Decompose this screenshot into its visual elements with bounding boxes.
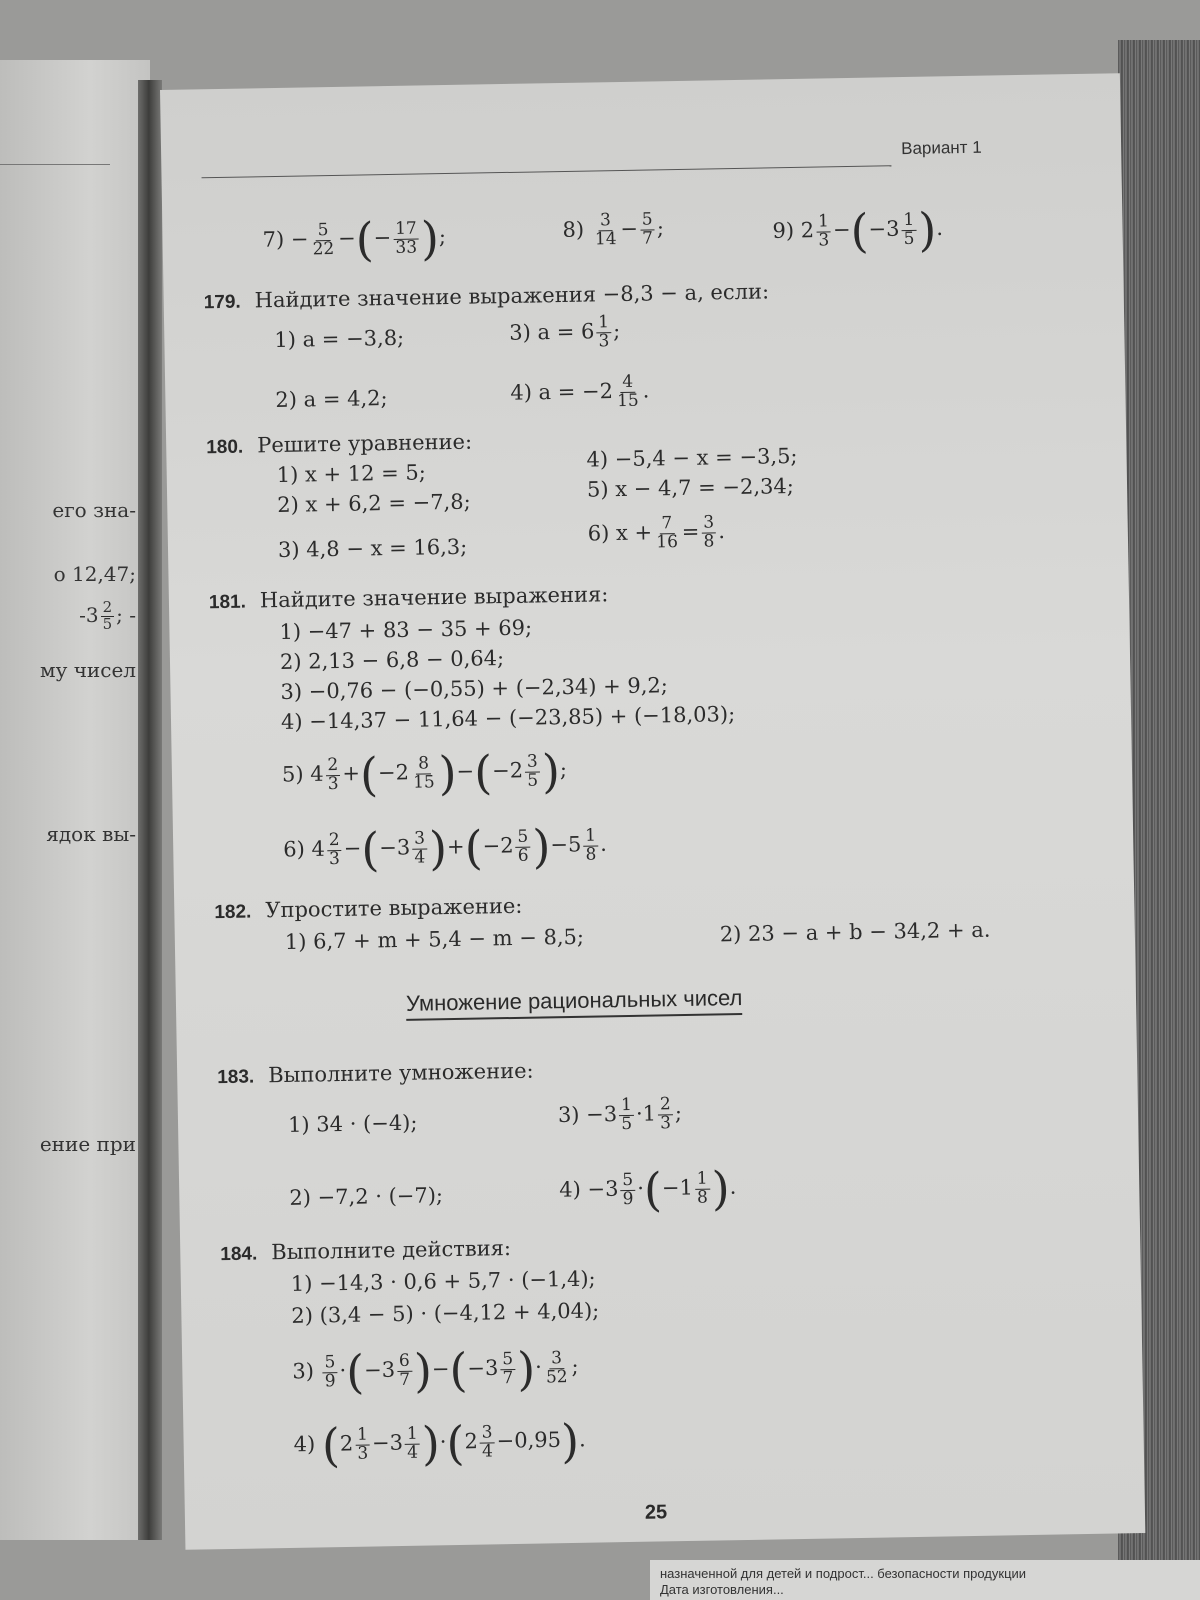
bottom-strip-text: Дата изготовления... <box>660 1582 784 1597</box>
problem-184-item: 3) $\frac{5}{9}$ ·(−3 $\frac{6}{7}$ )−(−3 $\frac{5}{7}$ )· $\frac{3}{52}$ ; <box>292 1341 579 1399</box>
problem-179-heading: 179. Найдите значение выражения −8,3 − a, если: <box>203 279 770 314</box>
left-page-text: му чисел <box>40 658 136 682</box>
problem-180-item: 3) 4,8 − x = 16,3; <box>277 534 468 563</box>
header-rule <box>202 165 892 178</box>
problem-181-item: 5) 4 $\frac{2}{3}$ +(−2 $\frac{8}{15}$ )−(−2 $\frac{3}{5}$ ); <box>281 744 568 802</box>
problem-184-item: 1) −14,3 · 0,6 + 5,7 · (−1,4); <box>290 1266 596 1296</box>
problem-183-item: 3) −3 $\frac{1}{5}$ ·1 $\frac{2}{3}$ ; <box>557 1094 683 1134</box>
left-page-rule <box>0 164 110 165</box>
problem-181-item: 6) 4 $\frac{2}{3}$ −(−3 $\frac{3}{4}$ )+(−2 $\frac{5}{6}$ )−5 $\frac{1}{8}$ . <box>283 819 608 877</box>
problem-181-item: 1) −47 + 83 − 35 + 69; <box>279 615 533 644</box>
left-page-edge <box>0 60 150 1540</box>
problem-179-item: 4) a = −2 $\frac{4}{15}$ . <box>510 371 650 411</box>
problem-180-heading: 180. Решите уравнение: <box>206 429 473 459</box>
left-page-text: ядок вы- <box>46 822 136 846</box>
left-page-text: его зна- <box>52 498 136 522</box>
problem-178-item-8: 8) $\frac{3}{14}$ − $\frac{5}{7}$ ; <box>562 209 665 250</box>
problem-183-heading: 183. Выполните умножение: <box>217 1058 534 1089</box>
left-page-text: ение при <box>39 1132 136 1156</box>
problem-181-item: 4) −14,37 − 11,64 − (−23,85) + (−18,03); <box>280 702 736 734</box>
problem-182-item: 2) 23 − a + b − 34,2 + a. <box>719 917 991 947</box>
problem-178-item-9: 9) 2 $\frac{1}{3}$ −(−3 $\frac{1}{5}$ ). <box>772 202 944 258</box>
problem-181-item: 3) −0,76 − (−0,55) + (−2,34) + 9,2; <box>280 673 669 704</box>
left-page-text: -3 $\frac{2}{5}$ ; - <box>79 598 136 633</box>
problem-179-item: 2) a = 4,2; <box>275 386 388 413</box>
problem-182-heading: 182. Упростите выражение: <box>214 893 523 924</box>
bottom-label-strip <box>650 1560 1200 1600</box>
problem-182-item: 1) 6,7 + m + 5,4 − m − 8,5; <box>284 924 585 954</box>
problem-181-heading: 181. Найдите значение выражения: <box>208 582 609 614</box>
problem-181-item: 2) 2,13 − 6,8 − 0,64; <box>279 646 505 674</box>
problem-184-heading: 184. Выполните действия: <box>220 1236 512 1266</box>
problem-180-item: 6) x + $\frac{7}{16}$ = $\frac{3}{8}$ . <box>587 512 726 553</box>
problem-184-item: 4) (2 $\frac{1}{3}$ −3 $\frac{1}{4}$ )·(2 $\frac{3}{4}$ −0,95). <box>293 1413 586 1473</box>
variant-label: Вариант 1 <box>900 137 982 159</box>
left-page-text: о 12,47; <box>53 562 136 586</box>
problem-184-item: 2) (3,4 − 5) · (−4,12 + 4,04); <box>291 1298 600 1328</box>
textbook-page <box>160 73 1145 1550</box>
bottom-strip-text: назначенной для детей и подрост... безопасности продукции <box>660 1566 1027 1581</box>
problem-183-item: 2) −7,2 · (−7); <box>289 1183 444 1210</box>
problem-180-item: 1) x + 12 = 5; <box>276 460 427 488</box>
problem-183-item: 4) −3 $\frac{5}{9}$ ·(−1 $\frac{1}{8}$ ). <box>559 1161 737 1217</box>
problem-180-item: 4) −5,4 − x = −3,5; <box>586 443 798 472</box>
problem-179-item: 3) a = 6 $\frac{1}{3}$ ; <box>509 312 621 352</box>
page-number: 25 <box>644 1501 668 1524</box>
book-gutter <box>138 80 162 1540</box>
problem-180-item: 2) x + 6,2 = −7,8; <box>277 489 471 518</box>
problem-178-item-7: 7) − $\frac{5}{22}$ −(− $\frac{17}{33}$ ); <box>262 211 447 267</box>
section-title: Умножение рациональных чисел <box>406 985 743 1021</box>
problem-180-item: 5) x − 4,7 = −2,34; <box>586 474 795 502</box>
problem-179-item: 1) a = −3,8; <box>274 325 405 353</box>
problem-183-item: 1) 34 · (−4); <box>287 1110 418 1137</box>
